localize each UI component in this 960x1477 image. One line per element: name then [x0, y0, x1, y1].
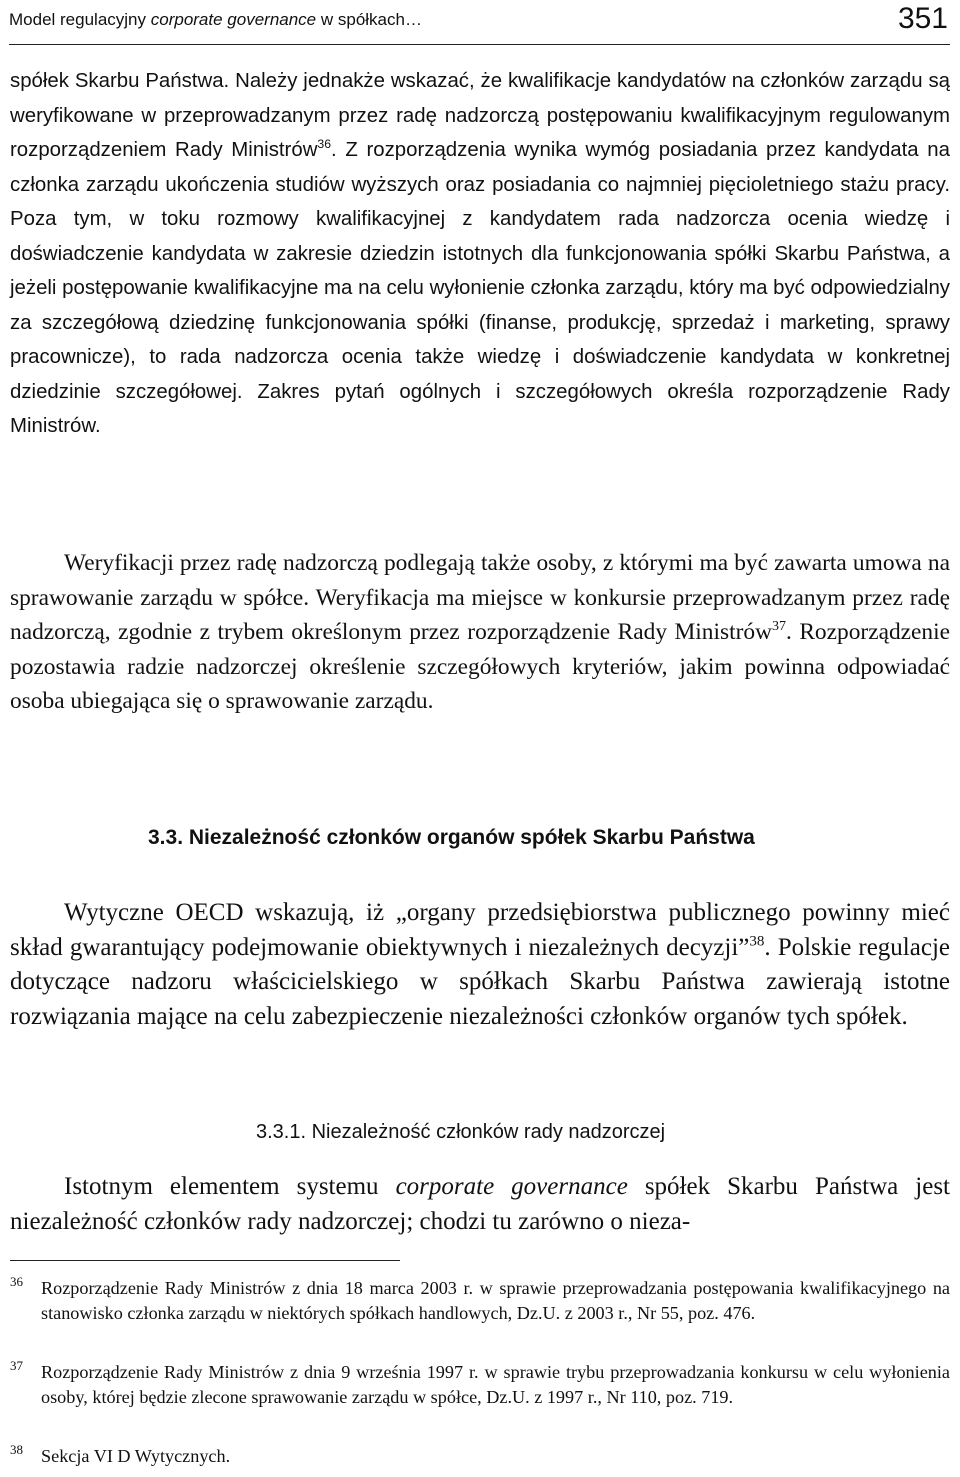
page-number: 351	[897, 2, 948, 35]
footnote-ref-38[interactable]: 38	[749, 933, 765, 950]
footnote-number: 37	[10, 1358, 23, 1373]
paragraph-independence	[10, 1170, 950, 1239]
subsection-heading: 3.3.1. Niezależność członków rady nadzorczej	[256, 1121, 666, 1143]
paragraph-text: Weryfikacji przez radę nadzorczą podlegają także osoby, z którymi ma być zawarta umowa na sprawowanie zarządu w spółce. Weryfikacja ma miejsce w konkursie przeprowadzanym przez radę nadzorczą, zgodnie z trybem określonym przez rozporządzenie Rady Ministrów	[10, 550, 950, 645]
footnote-separator	[10, 1260, 400, 1261]
footnote-text: Sekcja VI D Wytycznych.	[41, 1446, 231, 1466]
running-title-prefix: Model regulacyjny	[9, 10, 147, 29]
section-heading: 3.3. Niezależność członków organów spółek Skarbu Państwa	[148, 826, 755, 849]
paragraph-text: Istotnym elementem systemu	[64, 1173, 379, 1200]
paragraph-verification	[10, 546, 950, 719]
paragraph-oecd	[10, 896, 950, 1034]
paragraph-italic-term: corporate governance	[395, 1173, 628, 1200]
footnote-38	[10, 1444, 950, 1469]
paragraph-text: . Polskie regulacje dotyczące nadzoru właścicielskiego w spółkach Skarbu Państwa zawierają istotne rozwiązania mające na celu zabezpieczenie niezależności członków organów tych spółek.	[10, 933, 950, 1030]
running-title	[9, 10, 422, 30]
paragraph-text: . Z rozporządzenia wynika wymóg posiadania przez kandydata na członka zarządu ukończenia studiów wyższych oraz posiadania co najmniej pięcioletniego stażu pracy. Poza tym, w toku rozmowy kwalifikacyjnej z kandydatem rada nadzorcza ocenia wiedzę i doświadczenie kandydata w zakresie dziedzin istotnych dla funkcjonowania spółki Skarbu Państwa, a jeżeli postępowanie kwalifikacyjne ma na celu wyłonienie członka zarządu, który ma być odpowiedzialny za szczegółową dziedzinę funkcjonowania spółki (finanse, produkcję, sprzedaż i marketing, sprawy pracownicze), to rada nadzorcza ocenia także wiedzę i doświadczenie kandydata w konkretnej dziedzinie szczegółowej. Zakres pytań ogólnych i szczegółowych określa rozporządzenie Rady Ministrów.	[10, 139, 950, 437]
footnote-36	[10, 1276, 950, 1325]
footnote-number: 38	[10, 1442, 23, 1457]
running-title-italic: corporate governance	[150, 10, 317, 29]
running-title-suffix: w spółkach…	[320, 10, 422, 29]
footnote-ref-37[interactable]: 37	[771, 618, 786, 635]
footnote-number: 36	[10, 1274, 23, 1289]
footnote-ref-36[interactable]: 36	[317, 137, 332, 152]
running-header	[9, 4, 950, 45]
paragraph-text: . Rozporządzenie pozostawia radzie nadzorczej określenie szczegółowych kryteriów, jakim powinna odpowiadać osoba ubiegająca się o sprawowanie zarządu.	[10, 619, 950, 714]
footnote-text: Rozporządzenie Rady Ministrów z dnia 9 września 1997 r. w sprawie trybu przeprowadzania konkursu w celu wyłonienia osoby, której będzie zlecone sprawowanie zarządu w spółce, Dz.U. z 1997 r., Nr 110, poz. 719.	[41, 1362, 950, 1407]
footnote-text: Rozporządzenie Rady Ministrów z dnia 18 marca 2003 r. w sprawie przeprowadzania postępowania kwalifikacyjnego na stanowisko członka zarządu w niektórych spółkach handlowych, Dz.U. z 2003 r., Nr 55, poz. 476.	[41, 1278, 950, 1323]
footnote-37	[10, 1360, 950, 1409]
paragraph-text: spółek Skarbu Państwa jest niezależność członków rady nadzorczej; chodzi tu zarówno o nieza-	[10, 1173, 950, 1235]
paragraph-text: spółek Skarbu Państwa. Należy jednakże wskazać, że kwalifikacje kandydatów na członków zarządu są weryfikowane w przeprowadzanym przez radę nadzorczą postępowaniu kwalifikacyjnym regulowanym rozporządzeniem Rady Ministrów	[10, 70, 950, 161]
paragraph-text: Wytyczne OECD wskazują, iż „organy przedsiębiorstwa publicznego powinny mieć skład gwarantujący podejmowanie obiektywnych i niezależnych decyzji”	[10, 899, 950, 961]
paragraph-qualification	[10, 64, 950, 444]
